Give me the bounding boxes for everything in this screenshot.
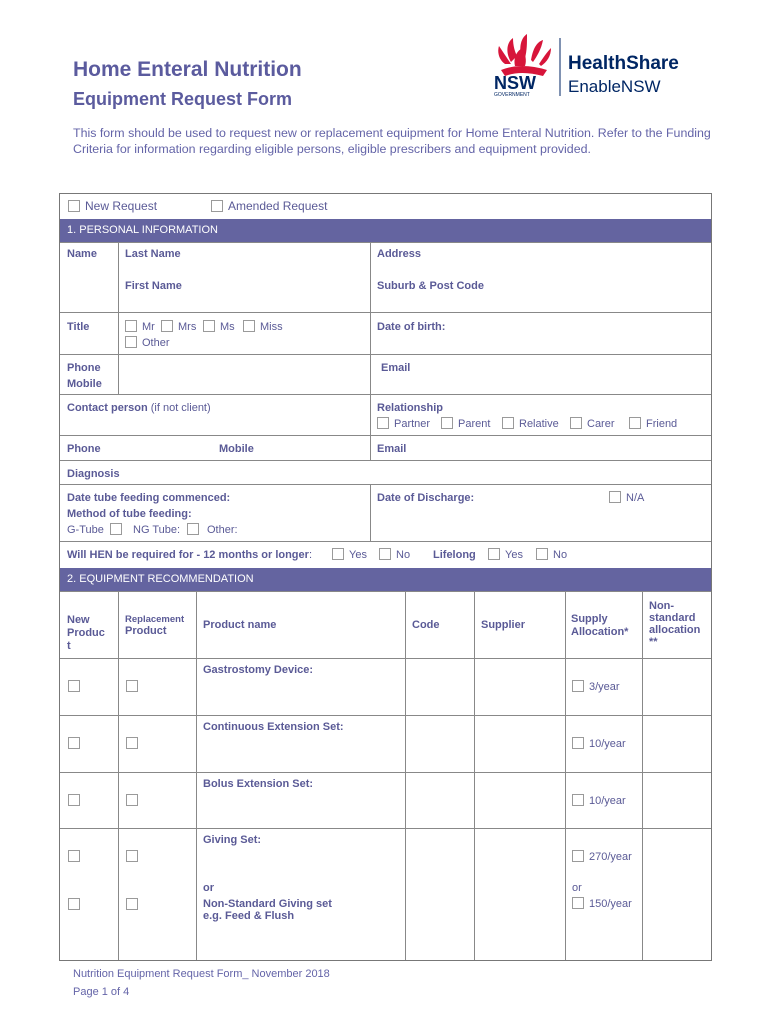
amended-request-checkbox[interactable]: [211, 200, 223, 212]
tube-commenced-label: Date tube feeding commenced:: [67, 492, 231, 504]
last-name-label: Last Name: [125, 248, 181, 260]
request-form-table: [59, 193, 712, 961]
row5-allocation: 150/year: [589, 898, 632, 910]
friend-label: Friend: [646, 418, 678, 430]
nsw-wordmark: NSW: [494, 73, 536, 93]
hen-yes-label: Yes: [349, 549, 367, 561]
col-product-name: Product name: [203, 619, 277, 631]
suburb-label: Suburb & Post Code: [377, 280, 484, 292]
form-title: Home Enteral Nutrition: [73, 58, 302, 81]
miss-label: Miss: [260, 321, 283, 333]
mr-label: Mr: [142, 321, 155, 333]
ms-label: Ms: [220, 321, 235, 333]
lifelong-no-label: No: [553, 549, 568, 561]
hen-12months-yes-checkbox[interactable]: [332, 548, 344, 560]
row3-product: Bolus Extension Set:: [203, 778, 314, 790]
amended-request-label: Amended Request: [228, 199, 328, 213]
discharge-label: Date of Discharge:: [377, 492, 475, 504]
row1-replacement-checkbox[interactable]: [126, 680, 138, 692]
na-checkbox[interactable]: [609, 491, 621, 503]
row1-product: Gastrostomy Device:: [203, 664, 314, 676]
address-label: Address: [377, 248, 422, 260]
new-request-checkbox[interactable]: [68, 200, 80, 212]
intro-text: This form should be used to request new or replacement equipment for Home Enteral Nutrition. Refer to the Funding Criteria for information regarding eligible persons, eligible prescribers and equipment provided.: [73, 126, 711, 156]
na-label: N/A: [626, 492, 645, 504]
row5-allocation-checkbox[interactable]: [572, 897, 584, 909]
row3-allocation: 10/year: [589, 795, 626, 807]
row5-new-checkbox[interactable]: [68, 898, 80, 910]
section2-heading: 2. EQUIPMENT RECOMMENDATION: [60, 568, 711, 591]
row2-product: Continuous Extension Set:: [203, 721, 344, 733]
method-label: Method of tube feeding:: [67, 508, 192, 520]
carer-checkbox[interactable]: [570, 417, 582, 429]
healthshare-wordmark: HealthShare: [568, 53, 679, 74]
contact-mobile-label: Mobile: [219, 443, 254, 455]
lifelong-label: Lifelong: [433, 549, 476, 561]
phone-label: Phone: [67, 362, 101, 374]
nonstd-giving-set: Non-Standard Giving set: [203, 898, 332, 910]
row5-replacement-checkbox[interactable]: [126, 898, 138, 910]
form-subtitle: Equipment Request Form: [73, 89, 293, 109]
lifelong-yes-checkbox[interactable]: [488, 548, 500, 560]
gtube-checkbox[interactable]: [110, 523, 122, 535]
mrs-checkbox[interactable]: [161, 320, 173, 332]
hen-no-label: No: [396, 549, 411, 561]
lifelong-no-checkbox[interactable]: [536, 548, 548, 560]
parent-checkbox[interactable]: [441, 417, 453, 429]
row4-allocation-checkbox[interactable]: [572, 850, 584, 862]
mobile-label: Mobile: [67, 378, 102, 390]
footer-page-number: Page 1 of 4: [73, 986, 130, 998]
miss-checkbox[interactable]: [243, 320, 255, 332]
lifelong-yes-label: Yes: [505, 549, 523, 561]
row4-allocation: 270/year: [589, 851, 632, 863]
government-wordmark: GOVERNMENT: [494, 92, 530, 98]
new-request-label: New Request: [85, 199, 158, 213]
parent-label: Parent: [458, 418, 491, 430]
row2-replacement-checkbox[interactable]: [126, 737, 138, 749]
section1-heading: 1. PERSONAL INFORMATION: [60, 219, 711, 242]
enablensw-wordmark: EnableNSW: [568, 77, 661, 96]
other-title-label: Other: [142, 337, 170, 349]
feed-flush-example: e.g. Feed & Flush: [203, 910, 295, 922]
partner-checkbox[interactable]: [377, 417, 389, 429]
row2-new-checkbox[interactable]: [68, 737, 80, 749]
dob-label: Date of birth:: [377, 321, 446, 333]
partner-label: Partner: [394, 418, 431, 430]
mr-checkbox[interactable]: [125, 320, 137, 332]
other-tube-label: Other:: [207, 524, 238, 536]
row2-allocation: 10/year: [589, 738, 626, 750]
contact-email-label: Email: [377, 443, 407, 455]
relative-checkbox[interactable]: [502, 417, 514, 429]
row4-replacement-checkbox[interactable]: [126, 850, 138, 862]
mrs-label: Mrs: [178, 321, 197, 333]
row3-replacement-checkbox[interactable]: [126, 794, 138, 806]
row3-new-checkbox[interactable]: [68, 794, 80, 806]
row3-allocation-checkbox[interactable]: [572, 794, 584, 806]
title-label: Title: [67, 321, 90, 333]
contact-phone-label: Phone: [67, 443, 101, 455]
contact-person-label: Contact person (if not client): [67, 402, 211, 414]
row4-product: Giving Set:: [203, 834, 262, 846]
friend-checkbox[interactable]: [629, 417, 641, 429]
col-new-product: New Produc t: [67, 614, 105, 652]
row1-allocation-checkbox[interactable]: [572, 680, 584, 692]
col-supply-allocation: Supply Allocation*: [571, 613, 629, 638]
row1-new-checkbox[interactable]: [68, 680, 80, 692]
hen-12months-no-checkbox[interactable]: [379, 548, 391, 560]
email-label: Email: [381, 362, 411, 374]
ngtube-label: NG Tube:: [133, 524, 181, 536]
diagnosis-label: Diagnosis: [67, 468, 120, 480]
col-replacement-top: Replacement: [125, 614, 185, 625]
row4-new-checkbox[interactable]: [68, 850, 80, 862]
ms-checkbox[interactable]: [203, 320, 215, 332]
other-title-checkbox[interactable]: [125, 336, 137, 348]
or-allocation-label: or: [572, 882, 582, 894]
first-name-label: First Name: [125, 280, 182, 292]
or-label: or: [203, 882, 214, 894]
row2-allocation-checkbox[interactable]: [572, 737, 584, 749]
nsw-healthshare-logo: [491, 32, 706, 100]
relative-label: Relative: [519, 418, 559, 430]
col-code: Code: [412, 619, 440, 631]
col-replacement-product: Product: [125, 625, 167, 637]
row1-allocation: 3/year: [589, 681, 620, 693]
ngtube-checkbox[interactable]: [187, 523, 199, 535]
name-label: Name: [67, 248, 97, 260]
col-supplier: Supplier: [481, 619, 526, 631]
hen-question: Will HEN be required for - 12 months or longer:: [67, 549, 312, 561]
col-nonstandard-allocation: Non- standard allocation **: [649, 600, 701, 648]
footer-form-name: Nutrition Equipment Request Form_ November 2018: [73, 968, 330, 980]
gtube-label: G-Tube: [67, 524, 104, 536]
relationship-label: Relationship: [377, 402, 444, 414]
waratah-icon: [498, 34, 551, 76]
carer-label: Carer: [587, 418, 615, 430]
